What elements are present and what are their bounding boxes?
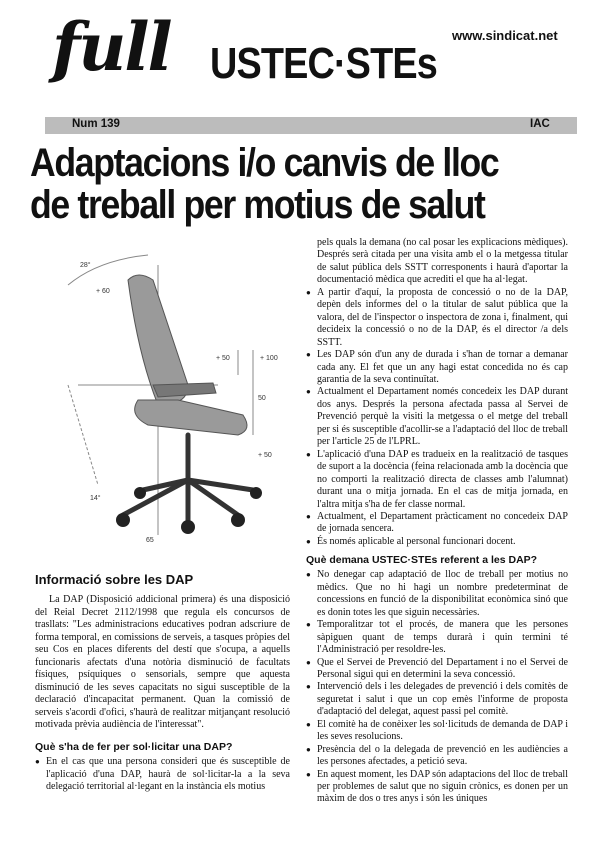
list-item: ● A partir d'aquí, la proposta de concessió o no de la DAP, depèn dels informes del o la titular de salut pública que la valora, del de l'inspector o inspectora de zona i, finalment, qui decideix la concessió o no de la DAP, és el director /a dels SSTT. (306, 287, 568, 349)
demands-list (306, 569, 568, 806)
issue-bar (45, 117, 577, 134)
list-item: ● Temporalitzar tot el procés, de manera que les persones sàpiguen quant de temps durarà i quin termini té l'Administració per resoldre-les. (306, 619, 568, 656)
title-line-2: de treball per motius de salut (30, 183, 485, 227)
figure-label: 14° (90, 495, 101, 502)
figure-label: + 50 (258, 452, 272, 459)
issue-number: Num 139 (72, 118, 120, 130)
list-item: ● Intervenció dels i les delegades de prevenció i dels comitès de seguretat i salut i que un cop emès l'informe de proposta d'adaptació del delegat, aquest passi pel comitè. (306, 681, 568, 718)
dap-info-list (306, 287, 568, 549)
list-item: ● El comitè ha de conèixer les sol·licituds de demanda de DAP i les seves resolucions. (306, 719, 568, 744)
page-title (30, 142, 528, 226)
figure-label: 65 (146, 537, 154, 544)
list-item: ● Les DAP són d'un any de durada i s'han de tornar a demanar cada any. El fet que un any hagi estat concedida no és cap garantia de la seva continuïtat. (306, 349, 568, 386)
title-line-1: Adaptacions i/o canvis de lloc (30, 141, 499, 185)
list-item: ● No denegar cap adaptació de lloc de treball per motius no mèdics. Que no hi hagi un nombre predeterminat de concessions en funció de la disponibilitat econòmica sinó que es donin totes les que siguin necessàries. (306, 569, 568, 619)
figure-label: + 60 (96, 288, 110, 295)
section-heading: Informació sobre les DAP (35, 572, 194, 587)
figure-label: + 100 (260, 355, 278, 362)
list-item: ● Presència del o la delegada de prevenció en les audiències a les persones afectades, a petició seva. (306, 744, 568, 769)
section-label: IAC (530, 118, 550, 130)
list-item: ● Actualment el Departament només concedeix les DAP durant dos anys. Després la persona afectada passa al Servei de Prevenció perquè la visiti la metgessa o el metge del treball per si és susceptible d'acollir-se a l'adaptació del lloc de treball per l'article 25 de l'LPRL. (306, 386, 568, 448)
figure-label: 50 (258, 395, 266, 402)
figure-label: 28° (80, 262, 91, 269)
masthead-brand: USTEC·STEs (210, 39, 437, 88)
list-item: ● Que el Servei de Prevenció del Departament i no el Servei de Personal sigui qui en determini la seva concessió. (306, 657, 568, 682)
list-item: ● Actualment, el Departament pràcticament no concedeix DAP de jornada sencera. (306, 511, 568, 536)
website-url[interactable]: www.sindicat.net (452, 28, 558, 43)
figure-label: + 50 (216, 355, 230, 362)
list-item: ● En aquest moment, les DAP són adaptacions del lloc de treball per problemes de salut que no siguin crònics, es donen per un màxim de dos o tres anys i són les úniques (306, 769, 568, 806)
list-item: ● És només aplicable al personal funcionari docent. (306, 536, 568, 548)
section-heading: Què s'ha de fer per sol·licitar una DAP? (35, 741, 233, 754)
masthead-full: full (52, 8, 171, 86)
section-heading: Què demana USTEC·STEs referent a les DAP? (306, 554, 538, 567)
left-column (35, 574, 290, 794)
body-paragraph: La DAP (Disposició addicional primera) és una disposició del Reial Decret 2112/1998 que regula els concursos de trasllats: "Les administracions educatives podran adscriure de forma temporal, en comissions de serveis, a tasques pròpies del seu Cos en places diferents del destí que s'ocupa, a aquells funcionaris afectats d'una notòria disminució de facultats físiques, psíquiques o sensorials, sempre que aquesta disminució de les seves capacitats no sigui susceptible de la declaració d'incapacitat permanent. Quan la comissió de serveis s'acordi d'ofici, s'haurà de realitzar mitjançant resolució motivada prèvia audiència de l'interessat". (35, 594, 290, 730)
list-item: ● En el cas que una persona consideri que és susceptible de l'aplicació d'una DAP, haurà de sol·licitar-la a la seva delegació territorial al·legant en la instància els motius (35, 756, 290, 793)
body-paragraph: pels quals la demana (no cal posar les explicacions mèdiques). Després serà citada per una visita amb el o la metgessa titular de salut pública dels SSTT corresponents i haurà d'aportar la documentació mèdica que acrediti el que ha al·legat. (317, 237, 568, 286)
list-item: ● L'aplicació d'una DAP es tradueix en la realització de tasques de suport a la docència (feina relacionada amb la docència que no comporti la realització directa de classes amb l'alumnat) durant una o mitja jornada. En el cas de mitja jornada, en l'altra mitja s'ha de fer classe normal. (306, 449, 568, 511)
ergonomic-chair-illustration (38, 235, 293, 550)
right-column (306, 237, 568, 806)
